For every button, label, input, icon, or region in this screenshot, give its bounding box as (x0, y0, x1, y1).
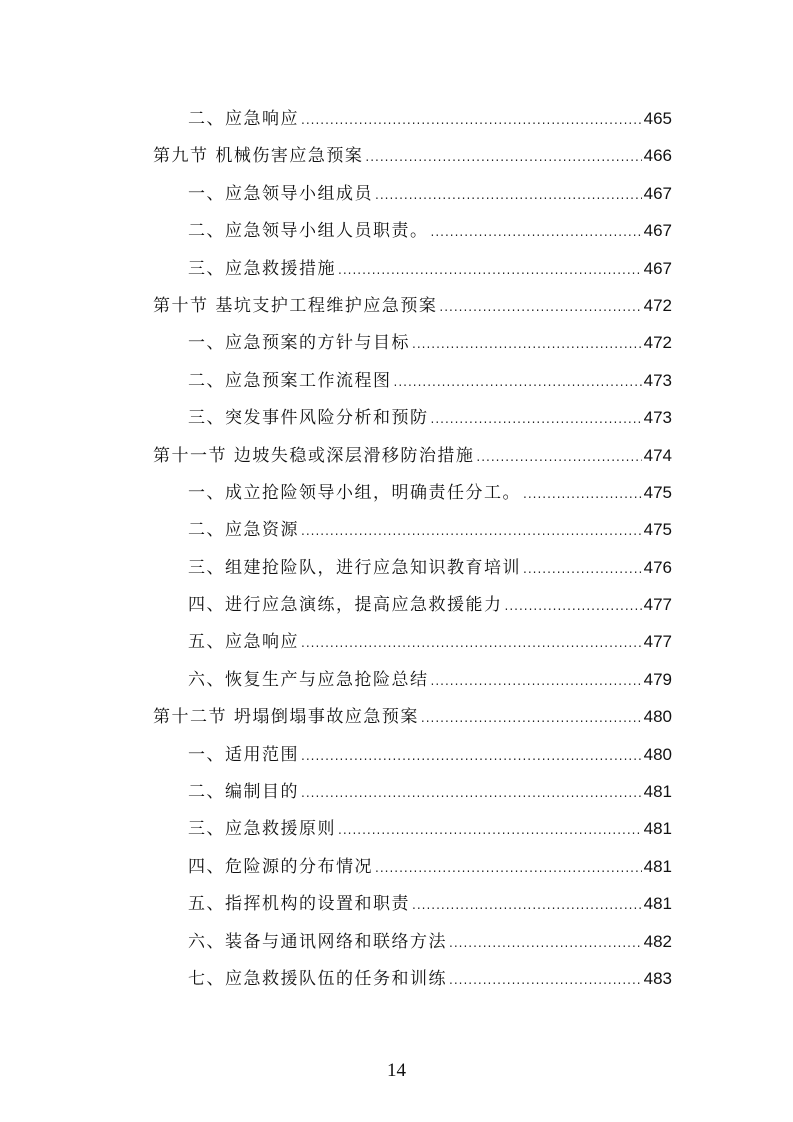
dot-leader (449, 962, 642, 999)
toc-entry[interactable] (153, 810, 672, 847)
toc-entry-label: 三、应急救援措施 (188, 258, 336, 279)
toc-entry-label: 第九节 机械伤害应急预案 (153, 146, 364, 167)
toc-entry-page: 475 (643, 520, 672, 540)
dot-leader (431, 401, 642, 438)
toc-entry-label: 二、应急资源 (188, 520, 299, 541)
toc-entry-page: 481 (643, 819, 672, 839)
dot-leader (412, 887, 642, 924)
toc-entry[interactable] (153, 511, 672, 548)
toc-entry-page: 466 (643, 146, 672, 166)
toc-entry-label: 三、应急救援原则 (188, 819, 336, 840)
toc-entry[interactable] (153, 960, 672, 997)
toc-entry-page: 467 (643, 183, 672, 203)
toc-entry-page: 481 (643, 856, 672, 876)
dot-leader (375, 850, 642, 887)
toc-section-entry[interactable] (153, 698, 672, 735)
toc-entry-page: 473 (643, 408, 672, 428)
toc-entry[interactable] (153, 362, 672, 399)
toc-entry-label: 四、进行应急演练，提高应急救援能力 (188, 595, 503, 616)
toc-entry-page: 467 (643, 221, 672, 241)
toc-entry-page: 477 (643, 595, 672, 615)
toc-entry-page: 475 (643, 482, 672, 502)
toc-entry-page: 473 (643, 370, 672, 390)
toc-entry[interactable] (153, 250, 672, 287)
toc-entry[interactable] (153, 736, 672, 773)
toc-entry-label: 第十一节 边坡失稳或深层滑移防治措施 (153, 445, 475, 466)
toc-entry-page: 472 (643, 295, 672, 315)
toc-entry-page: 483 (643, 968, 672, 988)
dot-leader (301, 625, 642, 662)
toc-entry-label: 一、应急预案的方针与目标 (188, 333, 410, 354)
toc-section-entry[interactable] (153, 437, 672, 474)
toc-entry-label: 三、突发事件风险分析和预防 (188, 408, 429, 429)
toc-entry-label: 二、编制目的 (188, 782, 299, 803)
dot-leader (365, 139, 641, 176)
toc-entry[interactable] (153, 586, 672, 623)
toc-entry-page: 479 (643, 669, 672, 689)
toc-entry-page: 472 (643, 333, 672, 353)
toc-entry[interactable] (153, 623, 672, 660)
toc-entry[interactable] (153, 661, 672, 698)
toc-entry[interactable] (153, 474, 672, 511)
toc-entry-page: 474 (643, 445, 672, 465)
toc-entry[interactable] (153, 100, 672, 137)
dot-leader (523, 476, 642, 513)
toc-entry-label: 六、装备与通讯网络和联络方法 (188, 931, 447, 952)
dot-leader (476, 439, 641, 476)
toc-entry[interactable] (153, 175, 672, 212)
toc-entry-label: 七、应急救援队伍的任务和训练 (188, 968, 447, 989)
toc-entry-page: 467 (643, 258, 672, 278)
dot-leader (301, 775, 642, 812)
toc-entry-page: 480 (643, 744, 672, 764)
dot-leader (439, 289, 641, 326)
dot-leader (421, 700, 642, 737)
dot-leader (301, 738, 642, 775)
dot-leader (431, 663, 642, 700)
toc-entry-page: 476 (643, 557, 672, 577)
dot-leader (375, 177, 642, 214)
toc-entry[interactable] (153, 773, 672, 810)
toc-entry-page: 481 (643, 782, 672, 802)
dot-leader (301, 102, 642, 139)
toc-entry-label: 第十二节 坍塌倒塌事故应急预案 (153, 707, 419, 728)
toc-entry[interactable] (153, 848, 672, 885)
toc-entry[interactable] (153, 549, 672, 586)
toc-entry-label: 六、恢复生产与应急抢险总结 (188, 669, 429, 690)
toc-entry-label: 一、适用范围 (188, 744, 299, 765)
toc-entry-page: 477 (643, 632, 672, 652)
toc-entry-page: 482 (643, 931, 672, 951)
table-of-contents (153, 100, 672, 997)
toc-entry-page: 465 (643, 109, 672, 128)
toc-entry[interactable] (153, 324, 672, 361)
toc-entry-label: 三、组建抢险队，进行应急知识教育培训 (188, 557, 521, 578)
toc-entry-label: 二、应急领导小组人员职责。 (188, 221, 429, 242)
dot-leader (394, 364, 642, 401)
toc-entry-label: 第十节 基坑支护工程维护应急预案 (153, 295, 438, 316)
toc-entry-label: 二、应急预案工作流程图 (188, 370, 392, 391)
toc-entry[interactable] (153, 885, 672, 922)
toc-entry-label: 五、指挥机构的设置和职责 (188, 894, 410, 915)
toc-entry[interactable] (153, 212, 672, 249)
dot-leader (338, 812, 642, 849)
dot-leader (505, 588, 642, 625)
toc-entry-page: 480 (643, 707, 672, 727)
toc-entry-page: 481 (643, 894, 672, 914)
toc-section-entry[interactable] (153, 287, 672, 324)
toc-entry[interactable] (153, 399, 672, 436)
dot-leader (431, 214, 642, 251)
toc-entry-label: 五、应急响应 (188, 632, 299, 653)
toc-entry-label: 四、危险源的分布情况 (188, 856, 373, 877)
dot-leader (523, 551, 642, 588)
dot-leader (412, 326, 642, 363)
toc-entry-label: 二、应急响应 (188, 109, 299, 129)
dot-leader (338, 252, 642, 289)
dot-leader (301, 513, 642, 550)
dot-leader (449, 925, 642, 962)
page-number: 14 (387, 1060, 406, 1081)
toc-entry-label: 一、成立抢险领导小组，明确责任分工。 (188, 482, 521, 503)
toc-entry[interactable] (153, 923, 672, 960)
toc-entry-label: 一、应急领导小组成员 (188, 183, 373, 204)
toc-section-entry[interactable] (153, 137, 672, 174)
